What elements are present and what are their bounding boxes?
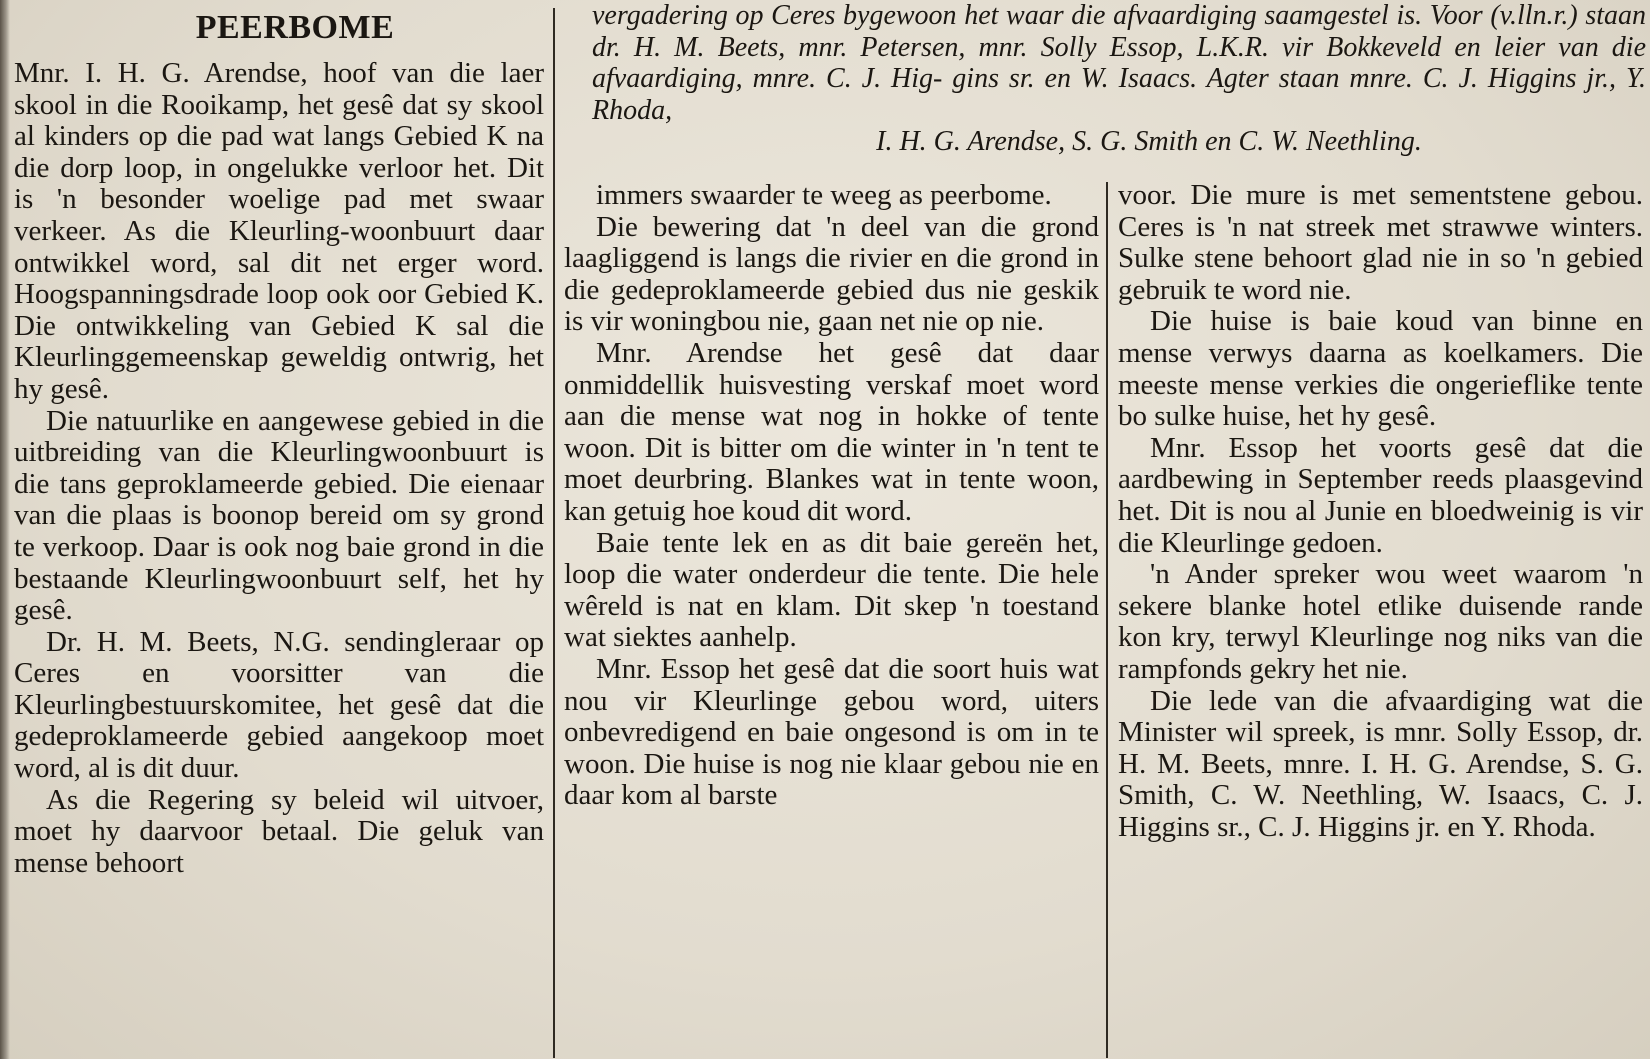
paragraph: 'n Ander spreker wou weet waarom 'n sekere blanke hotel etlike duisende rande kon kry, terwyl Kleurlinge nog niks van die rampfonds gekry het nie. (1118, 558, 1643, 685)
caption-line: gins sr. en W. Isaacs. Agter staan mnre. C. J. Higgins jr., Y. Rhoda, (592, 63, 1646, 126)
photo-caption (592, 0, 1646, 158)
paragraph: Die huise is baie koud van binne en mense verwys daarna as koelkamers. Die meeste mense verkies die ongerieflike tente bo sulke huise, het hy gesê. (1118, 305, 1643, 433)
paragraph: Baie tente lek en as dit baie gereën het, loop die water onderdeur die tente. Die hele wêreld is nat en klam. Dit skep 'n toestand wat siektes aanhelp. (564, 526, 1099, 654)
caption-line: I. H. G. Arendse, S. G. Smith en C. W. Neethling. (876, 126, 1422, 158)
article-column-1 (14, 58, 544, 879)
paragraph: Die lede van die afvaardiging wat die Minister wil spreek, is mnr. Solly Essop, dr. H. M. Beets, mnre. I. H. G. Arendse, S. G. Smith, C. W. Neethling, W. Isaacs, C. J. Higgins sr., C. J. Higgins jr. en Y. Rhoda. (1118, 684, 1643, 843)
column-divider (553, 8, 555, 1058)
paragraph: Mnr. Arendse het gesê dat daar onmiddellik huisvesting verskaf moet word aan die mense wat nog in hokke of tente woon. Dit is bitter om die winter in 'n tent te moet deurbring. Blankes wat in tente woon, kan getuig hoe koud dit word. (564, 336, 1099, 527)
paragraph: Mnr. Essop het voorts gesê dat die aardbewing in September reeds plaasgevind het. Dit is nou al Junie en bloedweinig is vir die Kleurlinge gedoen. (1118, 431, 1643, 559)
column-divider (1106, 182, 1108, 1058)
paragraph: Die natuurlike en aangewese gebied in die uitbreiding van die Kleurlingwoonbuurt is die tans geproklameerde gebied. Die eienaar van die plaas is boonop bereid om sy grond te verkoop. Daar is ook nog baie grond in die bestaande Kleurlingwoonbuurt self, het hy gesê. (14, 404, 544, 627)
paragraph: voor. Die mure is met sementstene gebou. Ceres is 'n nat streek met strawwe winters. Sulke stene behoort glad nie in so 'n gebied gebruik te word nie. (1118, 179, 1643, 306)
paragraph: Die bewering dat 'n deel van die grond laagliggend is langs die rivier en die grond in die gedeproklameerde gebied dus nie geskik is vir woningbou nie, gaan net nie op nie. (564, 210, 1099, 338)
page-edge-shadow (0, 0, 10, 1059)
caption-line: vergadering op Ceres bygewoon het waar die afvaardiging saamgestel (592, 0, 1397, 31)
article-headline: PEERBOME (195, 9, 395, 46)
article-column-3 (1118, 180, 1643, 843)
paragraph: Mnr. Essop het gesê dat die soort huis wat nou vir Kleurlinge gebou word, uiters onbevredigend en baie ongesond is om in te woon. Die huise is nog nie klaar gebou nie en daar kom al barste (564, 652, 1099, 812)
article-column-2 (564, 180, 1099, 812)
caption-line: L.K.R. vir Bokkeveld en leier van die afvaardiging, mnre. C. J. Hig- (592, 31, 1646, 95)
caption-line: is. Voor (v.lln.r.) staan dr. H. M. Beets, mnr. Petersen, mnr. Solly Essop, (592, 0, 1646, 63)
paragraph: immers swaarder te weeg as peerbome. (596, 179, 1052, 211)
paragraph: Dr. H. M. Beets, N.G. sendingleraar op Ceres en voorsitter van die Kleurlingbestuurskomitee, het gesê dat die gedeproklameerde gebied aangekoop moet word, al is dit duur. (14, 625, 544, 785)
paragraph: As die Regering sy beleid wil uitvoer, moet hy daarvoor betaal. Die geluk van mense behoort (14, 783, 544, 879)
paragraph: Mnr. I. H. G. Arendse, hoof van die laer skool in die Rooikamp, het gesê dat sy skool al kinders op die pad wat langs Gebied K na die dorp loop, in ongelukke verloor het. Dit is 'n besonder woelige pad met swaar verkeer. As die Kleurling-woonbuurt daar ontwikkel word, sal dit net erger word. Hoogspanningsdrade loop ook oor Gebied K. Die ontwikkeling van Gebied K sal die Kleurlinggemeenskap geweldig ontwrig, het hy gesê. (14, 57, 544, 405)
